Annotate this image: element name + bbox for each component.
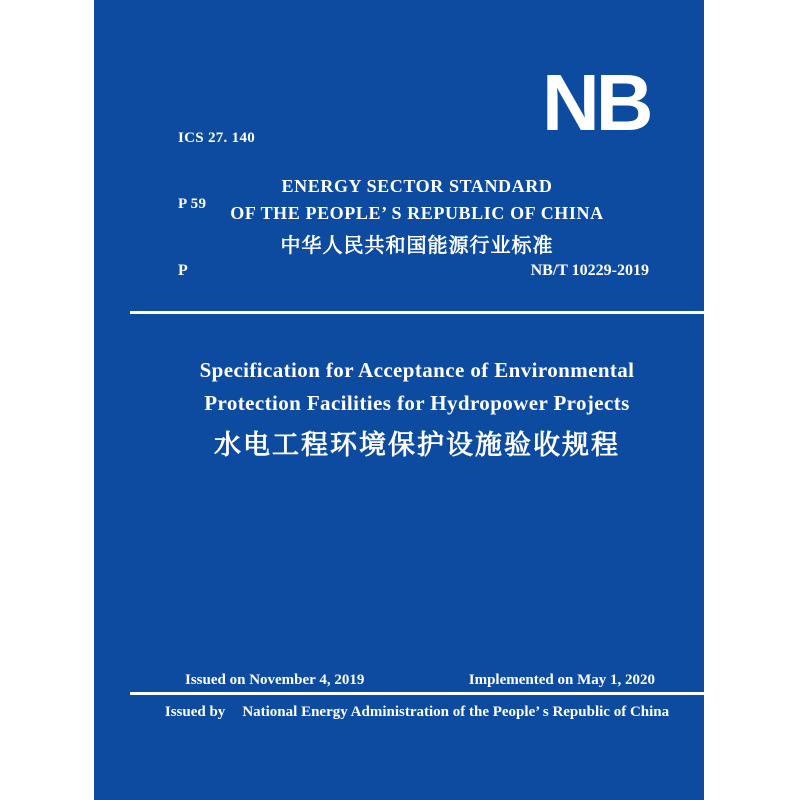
category-and-number-row: [178, 262, 649, 280]
standard-name-en-line1: ENERGY SECTOR STANDARD: [281, 176, 553, 196]
standard-number: NB/T 10229-2019: [530, 262, 649, 279]
issued-by-organization: National Energy Administration of the People’ s Republic of China: [242, 704, 670, 720]
implemented-date: Implemented on May 1, 2020: [468, 672, 655, 688]
issued-date: Issued on November 4, 2019: [185, 672, 365, 688]
document-title-en-line1: Specification for Acceptance of Environmental: [199, 358, 635, 382]
standard-name-zh: 中华人民共和国能源行业标准: [280, 235, 554, 257]
horizontal-rule-top: [130, 311, 704, 314]
document-title-zh: 水电工程环境保护设施验收规程: [214, 430, 620, 460]
standard-name-en-line2: OF THE PEOPLE’ S REPUBLIC OF CHINA: [230, 203, 604, 223]
issued-by-row: [130, 704, 704, 721]
nb-logo: NB: [542, 58, 650, 147]
document-title-en-line2: Protection Facilities for Hydropower Projects: [204, 391, 630, 415]
category-letter: P: [178, 262, 188, 279]
issued-by-label: Issued by: [164, 704, 226, 720]
dates-row: [130, 672, 704, 689]
classification-code: P 59: [178, 196, 207, 212]
horizontal-rule-bottom: [130, 692, 704, 695]
ics-code: ICS 27. 140: [178, 130, 256, 146]
blue-cover-area: [94, 0, 704, 800]
